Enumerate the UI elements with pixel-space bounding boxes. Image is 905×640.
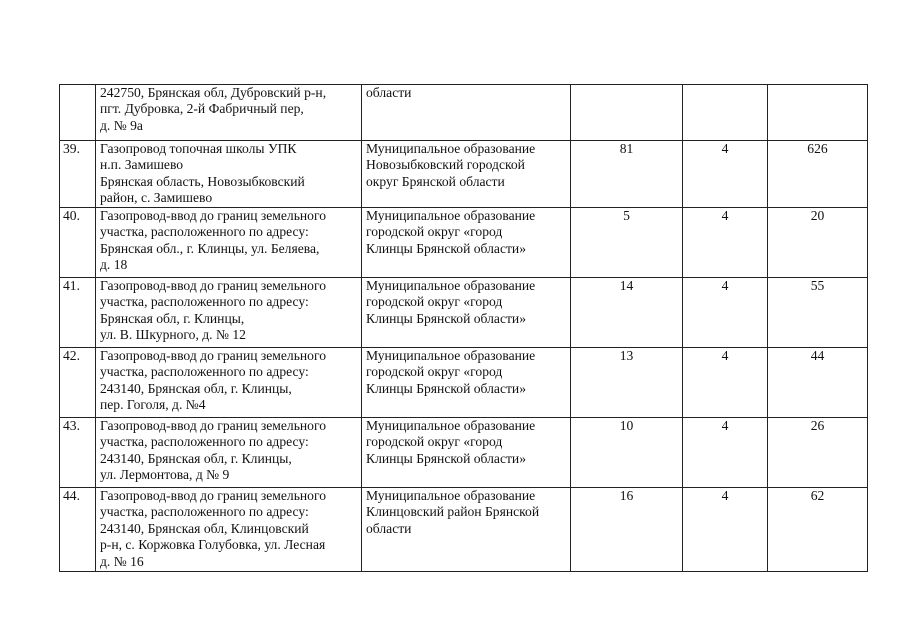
value-column-3: 26 [768,418,868,488]
value-column-1: 10 [571,418,683,488]
row-number: 44. [60,488,96,572]
value-column-2: 4 [683,208,768,278]
value-column-3: 55 [768,278,868,348]
value-column-1: 13 [571,348,683,418]
row-number: 43. [60,418,96,488]
row-number: 40. [60,208,96,278]
table-row [60,488,868,572]
value-column-2: 4 [683,278,768,348]
row-number: 42. [60,348,96,418]
object-name-address: Газопровод-ввод до границ земельного участка, расположенного по адресу: Брянская обл., г. Клинцы, ул. Беляева, д. 18 [96,208,362,278]
gas-pipeline-table [59,84,868,572]
owner-municipality: Муниципальное образование городской округ «город Клинцы Брянской области» [362,418,571,488]
value-column-1: 14 [571,278,683,348]
owner-municipality: Муниципальное образование Клинцовский район Брянской области [362,488,571,572]
owner-municipality: Муниципальное образование городской округ «город Клинцы Брянской области» [362,348,571,418]
value-column-3: 626 [768,141,868,208]
table-row [60,85,868,141]
value-column-3: 44 [768,348,868,418]
object-name-address: Газопровод топочная школы УПК н.п. Замишево Брянская область, Новозыбковский район, с. Замишево [96,141,362,208]
object-name-address: 242750, Брянская обл, Дубровский р-н, пгт. Дубровка, 2-й Фабричный пер, д. № 9а [96,85,362,141]
value-column-2: 4 [683,348,768,418]
value-column-1: 16 [571,488,683,572]
value-column-1: 81 [571,141,683,208]
table-row [60,418,868,488]
owner-municipality: области [362,85,571,141]
table-row [60,141,868,208]
row-number: 41. [60,278,96,348]
value-column-1 [571,85,683,141]
object-name-address: Газопровод-ввод до границ земельного участка, расположенного по адресу: 243140, Брянская обл, г. Клинцы, ул. Лермонтова, д № 9 [96,418,362,488]
row-number [60,85,96,141]
owner-municipality: Муниципальное образование городской округ «город Клинцы Брянской области» [362,208,571,278]
row-number: 39. [60,141,96,208]
table-row [60,278,868,348]
table-row [60,208,868,278]
object-name-address: Газопровод-ввод до границ земельного участка, расположенного по адресу: 243140, Брянская обл, Клинцовский р-н, с. Коржовка Голубовка, ул. Лесная д. № 16 [96,488,362,572]
owner-municipality: Муниципальное образование городской округ «город Клинцы Брянской области» [362,278,571,348]
owner-municipality: Муниципальное образование Новозыбковский городской округ Брянской области [362,141,571,208]
value-column-2: 4 [683,488,768,572]
value-column-2: 4 [683,418,768,488]
value-column-3: 62 [768,488,868,572]
value-column-2 [683,85,768,141]
table-row [60,348,868,418]
object-name-address: Газопровод-ввод до границ земельного участка, расположенного по адресу: Брянская обл, г. Клинцы, ул. В. Шкурного, д. № 12 [96,278,362,348]
object-name-address: Газопровод-ввод до границ земельного участка, расположенного по адресу: 243140, Брянская обл, г. Клинцы, пер. Гоголя, д. №4 [96,348,362,418]
value-column-2: 4 [683,141,768,208]
value-column-3 [768,85,868,141]
value-column-1: 5 [571,208,683,278]
value-column-3: 20 [768,208,868,278]
